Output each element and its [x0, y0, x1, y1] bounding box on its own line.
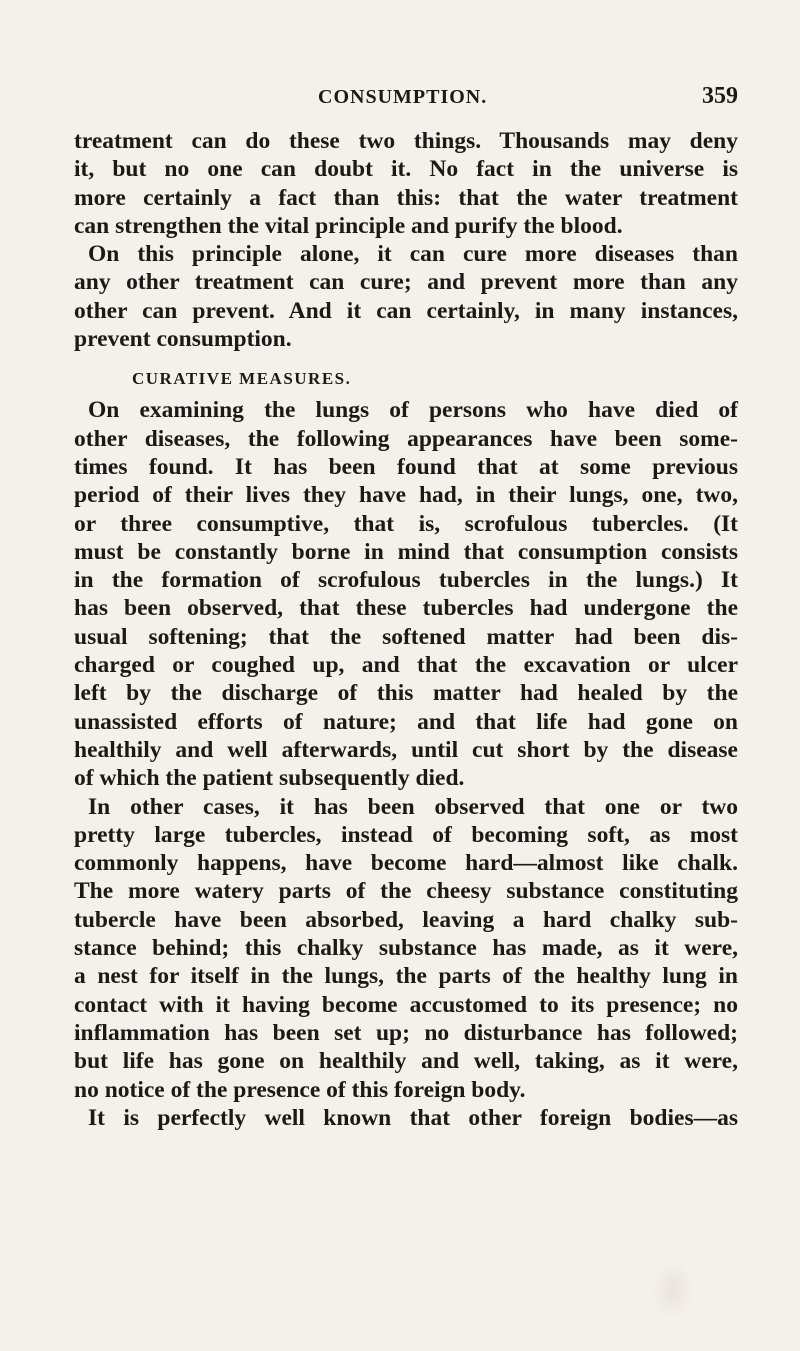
text-line: tubercle have been absorbed, leaving a hard chalky sub- — [74, 906, 738, 933]
text-line: no notice of the presence of this foreign body. — [74, 1076, 526, 1103]
text-line: unassisted efforts of nature; and that life had gone on — [74, 708, 738, 735]
text-line: must be constantly borne in mind that consumption consists — [74, 538, 738, 565]
text-line: in the formation of scrofulous tubercles in the lungs.) It — [74, 567, 738, 594]
running-title: CONSUMPTION. — [318, 86, 488, 108]
text-line: prevent consumption. — [74, 326, 292, 353]
running-head — [74, 83, 738, 116]
text-line: usual softening; that the softened matter had been dis- — [74, 623, 738, 650]
text-line: treatment can do these two things. Thousands may deny — [74, 128, 738, 154]
text-line: other can prevent. And it can certainly, in many instances, — [74, 297, 738, 324]
body-text — [74, 127, 738, 1132]
text-line: contact with it having become accustomed to its presence; no — [74, 991, 738, 1018]
text-line: other diseases, the following appearances have been some- — [74, 425, 738, 452]
text-line: any other treatment can cure; and prevent more than any — [74, 269, 738, 296]
text-line: period of their lives they have had, in their lungs, one, two, — [74, 482, 738, 509]
text-line: it, but no one can doubt it. No fact in the universe is — [74, 156, 738, 183]
text-line: times found. It has been found that at some previous — [74, 453, 738, 480]
text-line: but life has gone on healthily and well, taking, as it were, — [74, 1048, 738, 1075]
text-line: a nest for itself in the lungs, the parts of the healthy lung in — [74, 963, 738, 990]
section-heading: CURATIVE MEASURES. — [132, 369, 352, 389]
page-number: 359 — [702, 83, 738, 109]
text-line: On examining the lungs of persons who have died of — [88, 397, 738, 424]
text-line: On this principle alone, it can cure more diseases than — [88, 241, 738, 268]
text-line: stance behind; this chalky substance has made, as it were, — [74, 935, 738, 962]
text-line: inflammation has been set up; no disturbance has followed; — [74, 1019, 738, 1046]
text-line: of which the patient subsequently died. — [74, 765, 465, 792]
text-line: commonly happens, have become hard—almost like chalk. — [74, 850, 738, 877]
text-line: charged or coughed up, and that the excavation or ulcer — [74, 652, 738, 679]
text-line: The more watery parts of the cheesy substance constituting — [74, 878, 738, 905]
text-line: In other cases, it has been observed that one or two — [88, 793, 738, 820]
text-line: can strengthen the vital principle and purify the blood. — [74, 212, 623, 239]
text-line: It is perfectly well known that other foreign bodies—as — [88, 1104, 738, 1131]
text-line: or three consumptive, that is, scrofulous tubercles. (It — [74, 510, 738, 537]
text-line: more certainly a fact than this: that the water treatment — [74, 184, 738, 211]
text-line: pretty large tubercles, instead of becoming soft, as most — [74, 821, 738, 848]
text-line: healthily and well afterwards, until cut short by the disease — [74, 736, 738, 763]
text-line: left by the discharge of this matter had healed by the — [74, 680, 738, 707]
text-line: has been observed, that these tubercles had undergone the — [74, 595, 738, 622]
paper-smudge — [652, 1260, 694, 1320]
